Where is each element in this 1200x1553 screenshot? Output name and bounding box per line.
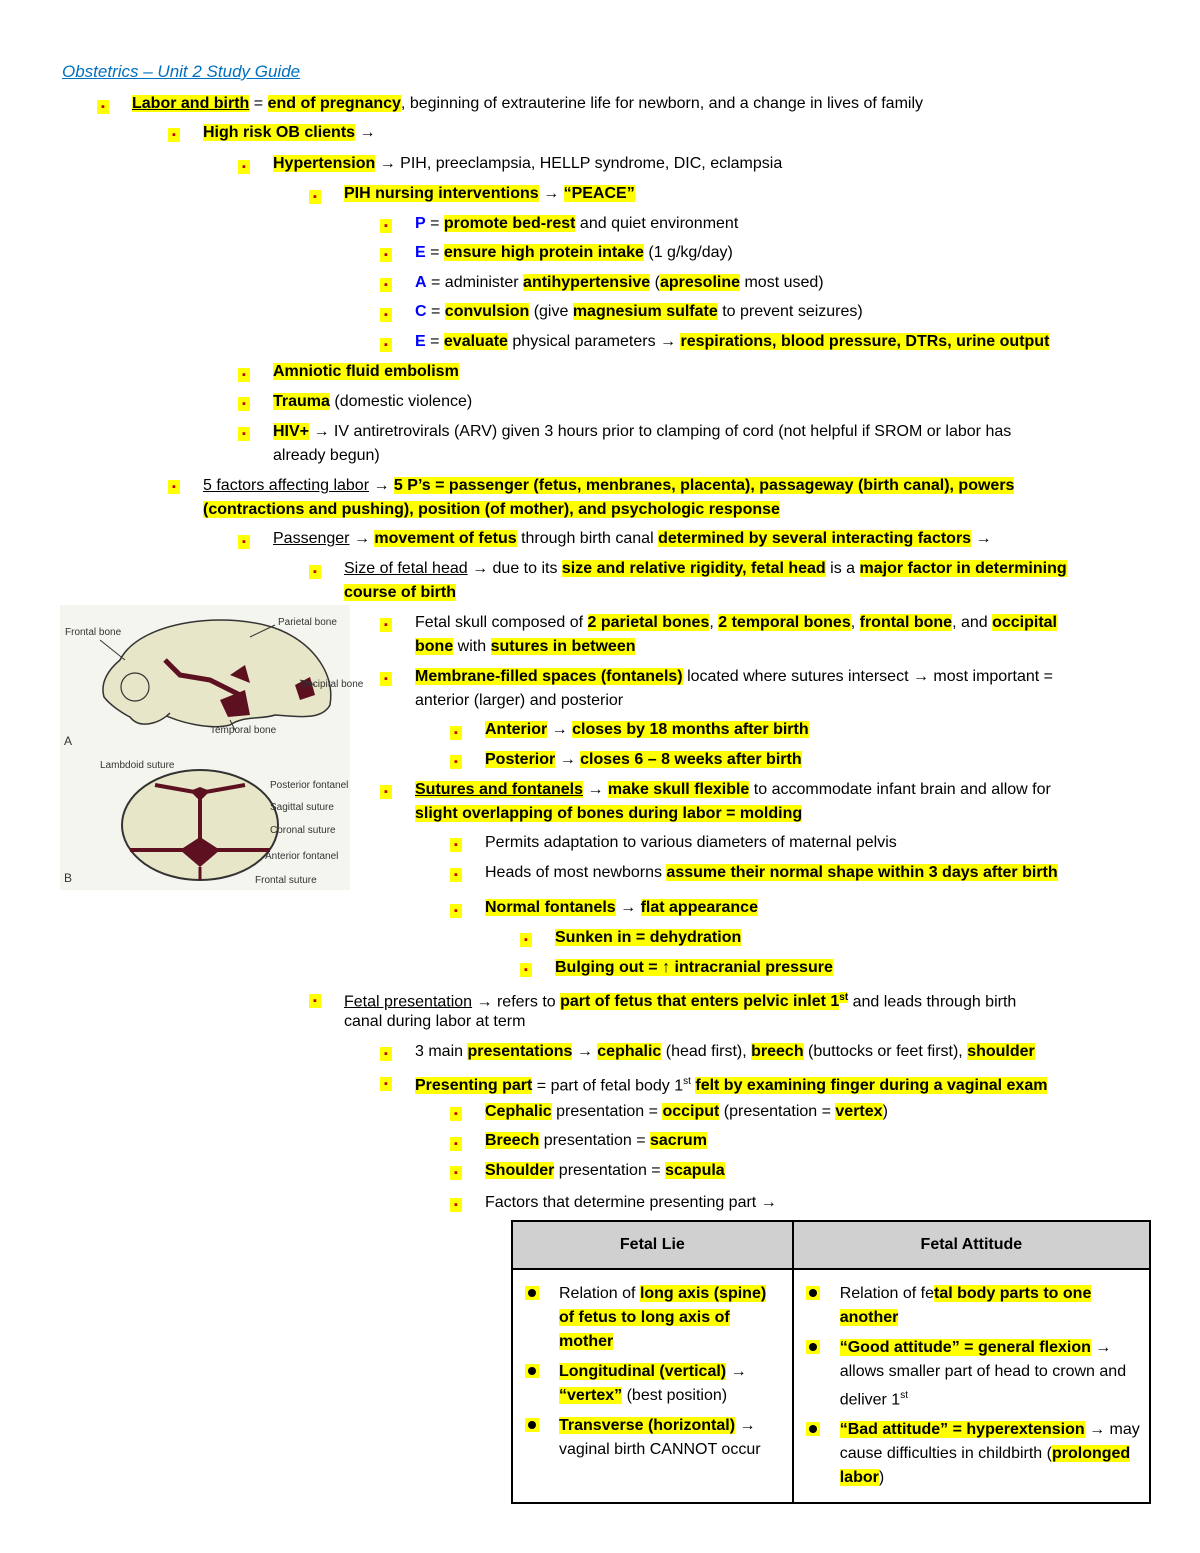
line-peace-a [415,271,824,295]
term: “Good attitude” = general flexion [839,1339,1091,1356]
term: 2 temporal bones [718,614,851,631]
line-labor-birth [132,92,923,116]
letter: P [415,215,426,232]
term: size and relative rigidity, fetal head [561,560,826,577]
text: (buttocks or feet first), [803,1043,968,1060]
skull-top-view [122,770,278,880]
line-pih [344,182,635,206]
text: → [615,899,641,916]
letter: E [415,333,426,350]
term: antihypertensive [523,274,651,291]
term: Hypertension [273,155,376,172]
text: and leads through birth [848,993,1017,1011]
line-skull [415,611,1057,635]
term: Sunken in = dehydration [555,929,742,946]
term: convulsion [444,303,530,320]
text: presentation = [551,1103,663,1120]
term: Presenting part [415,1077,533,1095]
text: → PIH, preeclampsia, HELLP syndrome, DIC, eclampsia [375,155,783,172]
line-normal-fontanels [485,896,758,920]
term: felt by examining finger during a vaginal exam [695,1077,1048,1095]
bullet: ▪ [450,1137,462,1151]
text: = [425,333,444,350]
line-factors [485,1191,777,1215]
term: make skull flexible [607,781,750,798]
term: magnesium sulfate [572,303,718,320]
bullet-icon [525,1364,539,1378]
text: → due to its [467,560,562,577]
line-skull-cont [415,635,635,659]
bullet: ▪ [168,480,180,494]
list-item [802,1336,1141,1412]
term: determined by several interacting factors [658,530,972,547]
bullet: ▪ [238,160,250,174]
text: (1 g/kg/day) [643,244,733,261]
term: 5 factors affecting labor [203,477,370,494]
letter: E [415,244,426,261]
line-trauma [273,390,472,414]
text: → [726,1363,747,1380]
text: already begun) [273,447,380,464]
text: (head first), [661,1043,752,1060]
term: prolonged labor [839,1445,1131,1487]
term: closes by 18 months after birth [572,721,809,738]
text: , [709,614,719,631]
line-membrane [415,665,1053,689]
bullet: ▪ [238,368,250,382]
term: (contractions and pushing), position (of mother), and psychologic response [203,501,780,518]
bullet: ▪ [380,672,392,686]
text: → [369,477,394,494]
line-membrane-cont [415,689,623,713]
fetal-attitude-cell [793,1269,1150,1503]
term: 2 parietal bones [587,614,710,631]
term: closes 6 – 8 weeks after birth [580,751,802,768]
bullet: ▪ [380,248,392,262]
bullet-icon [806,1422,820,1436]
text: → refers to [472,993,561,1011]
term: ensure high protein intake [443,244,644,261]
fetal-lie-cell [512,1269,793,1503]
label-coronal-suture: Coronal suture [270,825,336,836]
text: → vaginal birth CANNOT occur [559,1417,761,1458]
bullet: ▪ [309,994,321,1008]
term: movement of fetus [374,530,517,547]
line-sunken [555,926,741,950]
list-item [521,1360,784,1408]
letter: A [415,274,427,291]
text: and quiet environment [575,215,739,232]
bullet: ▪ [238,397,250,411]
fetal-skull-figure [60,605,364,890]
term: end of pregnancy [267,95,401,112]
fetal-lie-attitude-table [511,1220,1151,1504]
text: → [547,721,573,738]
bullet: ▪ [450,726,462,740]
text: = [249,95,268,112]
text: anterior (larger) and posterior [415,692,624,709]
line-heads [485,861,1058,885]
text: → [555,751,581,768]
bullet-icon [525,1418,539,1432]
term: part of fetus that enters pelvic inlet 1 [560,993,840,1011]
page-title: Obstetrics – Unit 2 Study Guide [62,62,301,81]
line-hiv-cont [273,444,380,468]
term: Normal fontanels [485,899,616,916]
text: to accommodate infant brain and allow for [749,781,1051,798]
label-posterior-fontanel: Posterior fontanel [270,780,349,791]
text: , and [952,614,993,631]
term: vertex [835,1103,883,1120]
bullet: ▪ [520,963,532,977]
header-fetal-attitude: Fetal Attitude [793,1221,1150,1269]
term: Passenger [273,530,350,547]
bullet-icon [806,1286,820,1300]
term: Amniotic fluid embolism [273,363,459,380]
line-sutures-cont [415,802,802,826]
text: canal during labor at term [344,1013,526,1030]
line-passenger [273,527,992,551]
list-item [521,1414,784,1462]
label-a: A [64,734,73,748]
text: Factors that determine presenting part → [485,1194,777,1211]
line-peace-c [415,300,863,324]
line-size-head-cont [344,581,456,605]
text: Relation of [559,1285,640,1302]
line-amniotic [273,360,459,384]
table-header-row [512,1221,1150,1269]
term: Anterior [485,721,548,738]
term: HIV+ [273,423,310,440]
bullet: ▪ [380,785,392,799]
term: Size of fetal head [344,560,468,577]
term: Sutures and fontanels [415,781,584,798]
line-shoulder [485,1159,725,1183]
bullet: ▪ [238,427,250,441]
bullet: ▪ [380,219,392,233]
term: bone [415,638,454,655]
text: (presentation = [719,1103,836,1120]
line-hiv [273,420,1011,444]
term: “Bad attitude” = hyperextension [839,1421,1085,1439]
term: presentations [467,1043,573,1060]
list-item [521,1282,784,1354]
term: evaluate [443,333,508,350]
text: , [850,614,860,631]
text: = administer [426,274,524,291]
label-sagittal-suture: Sagittal suture [270,802,334,813]
line-breech [485,1129,707,1153]
bullet: ▪ [309,190,321,204]
bullet: ▪ [380,308,392,322]
text: → IV antiretrovirals (ARV) given 3 hours prior to clamping of cord (not helpful if SROM or labor has [309,423,1012,440]
superscript: st [683,1076,691,1087]
text: 3 main [415,1043,468,1060]
bullet: ▪ [238,535,250,549]
term: frontal bone [859,614,953,631]
text: is a [825,560,860,577]
text: → may cause difficulties in childbirth ( [839,1421,1140,1463]
line-peace-p [415,212,738,236]
term: Trauma [273,393,330,410]
bullet: ▪ [380,278,392,292]
list-item [802,1282,1141,1330]
superscript: st [900,1390,908,1401]
term: tal body parts to one another [839,1285,1092,1326]
line-size-head [344,557,1067,581]
text: = [425,215,444,232]
text: presentation = [554,1162,666,1179]
line-posterior [485,748,802,772]
term: High risk OB clients [203,124,356,141]
label-lambdoid-suture: Lambdoid suture [100,760,175,771]
term: Posterior [485,751,556,768]
letter: C [415,303,427,320]
text: → [572,1043,598,1060]
line-permits [485,831,897,855]
header-fetal-lie: Fetal Lie [512,1221,793,1269]
bullet: ▪ [380,1077,392,1091]
text: through birth canal [516,530,659,547]
text: (best position) [622,1387,728,1404]
label-parietal-bone: Parietal bone [278,617,337,628]
text: → [583,781,608,798]
text: ( [650,274,660,291]
superscript: st [839,992,849,1003]
line-hypertension [273,152,782,176]
line-fetal-presentation-cont [344,1010,525,1034]
bullet: ▪ [97,100,109,114]
term: long axis (spine) of fetus to long axis of mother [559,1285,767,1350]
text: (domestic violence) [329,393,473,410]
label-b: B [64,871,73,885]
term: “PEACE” [563,185,635,202]
bullet: ▪ [450,904,462,918]
label-frontal-bone: Frontal bone [65,627,122,638]
term: shoulder [967,1043,1035,1060]
term: slight overlapping of bones during labor = molding [415,805,803,822]
term: major factor in determining [859,560,1067,577]
bullet-icon [525,1286,539,1300]
bullet: ▪ [520,933,532,947]
term: breech [751,1043,804,1060]
term: course of birth [344,584,457,601]
text: → [538,185,564,202]
line-high-risk [203,121,376,145]
term: apresoline [659,274,741,291]
text: = part of fetal body 1 [532,1077,684,1095]
text: Heads of most newborns [485,864,667,881]
label-anterior-fontanel: Anterior fontanel [265,851,339,862]
line-presenting-part [415,1070,1047,1098]
text: with [453,638,491,655]
list-item [802,1418,1141,1490]
text: Permits adaptation to various diameters of maternal pelvis [485,834,897,851]
text: physical parameters → [507,333,681,350]
label-frontal-suture: Frontal suture [255,875,317,886]
line-5-factors [203,474,1014,498]
term: occiput [662,1103,720,1120]
text: ) [882,1103,888,1120]
bullet: ▪ [450,868,462,882]
text: (give [529,303,573,320]
term: assume their normal shape within 3 days after birth [666,864,1058,881]
term: promote bed-rest [443,215,576,232]
bullet: ▪ [450,838,462,852]
line-sutures [415,778,1051,802]
bullet: ▪ [450,1198,462,1212]
text: → allows smaller part of head to crown and deliver 1 [839,1339,1127,1409]
bullet: ▪ [450,1166,462,1180]
term: cephalic [597,1043,662,1060]
line-bulging [555,956,833,980]
term: 5 P’s = passenger (fetus, menbranes, placenta), passageway (birth canal), powers [393,477,1015,494]
term: sacrum [650,1132,707,1149]
label-temporal-bone: Temporal bone [210,725,277,736]
term: scapula [665,1162,725,1179]
line-peace-e1 [415,241,733,265]
text: most used) [740,274,824,291]
bullet: ▪ [168,128,180,142]
text: Fetal skull composed of [415,614,588,631]
text: = [426,303,445,320]
table-row [512,1269,1150,1503]
term: respirations, blood pressure, DTRs, urine output [680,333,1050,350]
text: Relation of fe [839,1285,934,1302]
text: presentation = [539,1132,650,1149]
line-3-main [415,1040,1035,1064]
term: “vertex” [559,1387,623,1404]
term: Bulging out = ↑ intracranial pressure [555,959,833,976]
text: located where sutures intersect → most important = [682,668,1054,685]
line-anterior [485,718,809,742]
term: Membrane-filled spaces (fontanels) [415,668,683,685]
term: flat appearance [640,899,758,916]
term: Labor and birth [132,95,250,112]
term: Fetal presentation [344,993,473,1011]
bullet: ▪ [450,1107,462,1121]
label-occipital-bone: Occipital bone [300,679,364,690]
bullet: ▪ [309,565,321,579]
text: to prevent seizures) [717,303,863,320]
term: Longitudinal (vertical) [559,1363,727,1380]
text: = [425,244,444,261]
term: Transverse (horizontal) [559,1417,736,1434]
text: → [971,530,992,547]
bullet: ▪ [380,1047,392,1061]
term: sutures in between [490,638,636,655]
term: occipital [992,614,1057,631]
bullet-icon [806,1340,820,1354]
line-5-factors-cont [203,498,780,522]
text: ) [878,1469,885,1487]
text: → [355,124,376,141]
text: → [349,530,375,547]
line-peace-e2 [415,330,1049,354]
term: Breech [485,1132,540,1149]
bullet: ▪ [380,338,392,352]
text: , beginning of extrauterine life for newborn, and a change in lives of family [400,95,924,112]
bullet: ▪ [380,618,392,632]
line-cephalic [485,1100,888,1124]
term: Cephalic [485,1103,552,1120]
term: PIH nursing interventions [344,185,539,202]
term: Shoulder [485,1162,555,1179]
bullet: ▪ [450,755,462,769]
